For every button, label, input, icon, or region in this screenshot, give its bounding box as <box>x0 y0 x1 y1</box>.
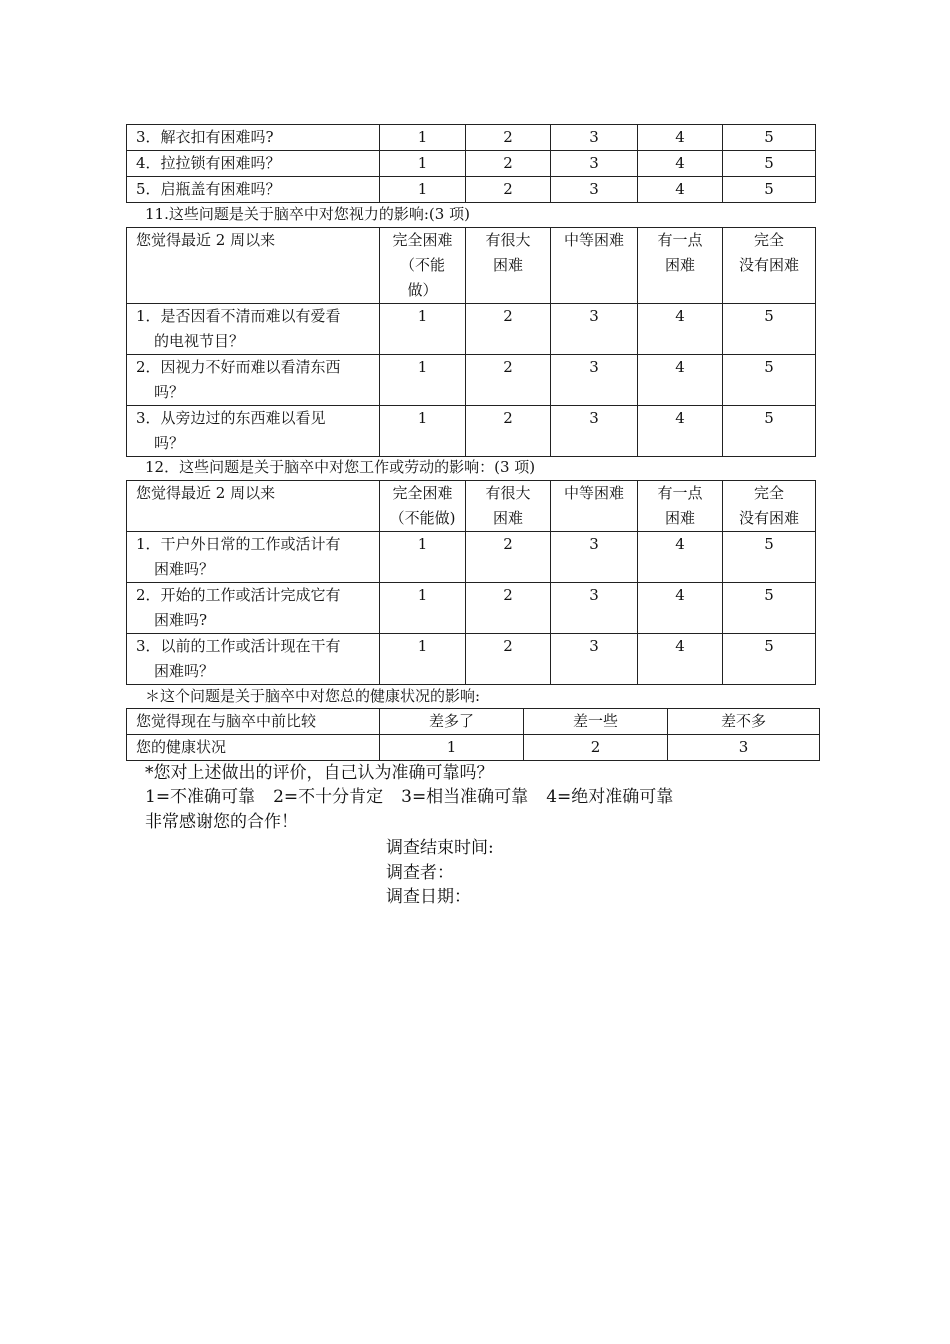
health-caption: ＊这个问题是关于脑卒中对您总的健康状况的影响: <box>145 687 481 705</box>
score-cell: 2 <box>466 177 551 203</box>
score-cell: 1 <box>380 125 466 151</box>
score-cell: 3 <box>551 304 638 355</box>
row-label: 1．干户外日常的工作或活计有 困难吗？ <box>127 532 380 583</box>
score-cell: 3 <box>551 355 638 406</box>
score-cell: 2 <box>466 125 551 151</box>
end-time-label: 调查结束时间: <box>386 838 494 858</box>
score-cell: 1 <box>380 177 466 203</box>
reliability-options <box>145 785 673 809</box>
score-cell: 1 <box>380 634 466 685</box>
score-cell: 5 <box>723 151 816 177</box>
survey-date-label: 调查日期： <box>386 887 471 907</box>
score-cell: 1 <box>380 355 466 406</box>
table-row <box>127 125 816 151</box>
score-cell: 2 <box>466 304 551 355</box>
score-cell: 2 <box>466 355 551 406</box>
row-label: 您的健康状况 <box>127 735 380 761</box>
row-label: 4．拉拉锁有困难吗？ <box>127 151 380 177</box>
row-label: 2．开始的工作或活计完成它有 困难吗? <box>127 583 380 634</box>
score-cell: 3 <box>551 532 638 583</box>
table-row <box>127 355 816 406</box>
score-cell: 4 <box>638 355 723 406</box>
column-header: 有很大 困难 <box>466 481 551 532</box>
score-cell: 4 <box>638 304 723 355</box>
table-row <box>127 532 816 583</box>
score-cell: 2 <box>466 532 551 583</box>
table-row <box>127 634 816 685</box>
score-cell: 3 <box>551 583 638 634</box>
score-cell: 5 <box>723 355 816 406</box>
score-cell: 2 <box>466 583 551 634</box>
column-header: 有一点 困难 <box>638 481 723 532</box>
table-header-row <box>127 228 816 304</box>
table-row <box>127 406 816 457</box>
score-cell: 4 <box>638 406 723 457</box>
score-cell: 2 <box>466 406 551 457</box>
score-cell: 4 <box>638 532 723 583</box>
option-1: 1=不准确可靠 <box>145 787 256 807</box>
section-11-caption: 11.这些问题是关于脑卒中对您视力的影响:(3 项) <box>145 205 470 223</box>
score-cell: 2 <box>524 735 668 761</box>
table-vision <box>126 227 816 457</box>
score-cell: 5 <box>723 177 816 203</box>
table-items-continued <box>126 124 816 203</box>
score-cell: 1 <box>380 583 466 634</box>
row-label: 5．启瓶盖有困难吗？ <box>127 177 380 203</box>
score-cell: 3 <box>551 177 638 203</box>
option-2: 2=不十分肯定 <box>273 787 384 807</box>
table-header-row <box>127 709 820 735</box>
table-row <box>127 583 816 634</box>
table-row <box>127 304 816 355</box>
row-label: 3．从旁边过的东西难以看见 吗？ <box>127 406 380 457</box>
row-label: 3．以前的工作或活计现在干有 困难吗？ <box>127 634 380 685</box>
column-header: 完全困难 （不能做) <box>380 481 466 532</box>
option-3: 3=相当准确可靠 <box>401 787 529 807</box>
surveyor-label: 调查者： <box>386 863 454 883</box>
column-header: 中等困难 <box>551 481 638 532</box>
score-cell: 4 <box>638 634 723 685</box>
score-cell: 3 <box>668 735 820 761</box>
reliability-question: *您对上述做出的评价，自己认为准确可靠吗？ <box>145 763 494 783</box>
score-cell: 3 <box>551 634 638 685</box>
score-cell: 4 <box>638 151 723 177</box>
score-cell: 5 <box>723 304 816 355</box>
score-cell: 5 <box>723 406 816 457</box>
score-cell: 4 <box>638 125 723 151</box>
score-cell: 5 <box>723 634 816 685</box>
score-cell: 5 <box>723 583 816 634</box>
option-4: 4=绝对准确可靠 <box>546 787 674 807</box>
table-header-row <box>127 481 816 532</box>
table-row <box>127 735 820 761</box>
score-cell: 4 <box>638 583 723 634</box>
score-cell: 2 <box>466 634 551 685</box>
row-label: 1．是否因看不清而难以有爱看 的电视节目？ <box>127 304 380 355</box>
column-header: 有一点 困难 <box>638 228 723 304</box>
column-header: 差一些 <box>524 709 668 735</box>
column-header: 差多了 <box>380 709 524 735</box>
header-label: 您觉得最近 2 周以来 <box>127 228 380 304</box>
score-cell: 1 <box>380 304 466 355</box>
score-cell: 4 <box>638 177 723 203</box>
column-header: 差不多 <box>668 709 820 735</box>
header-label: 您觉得现在与脑卒中前比较 <box>127 709 380 735</box>
score-cell: 5 <box>723 532 816 583</box>
column-header: 完全困难 （不能 做） <box>380 228 466 304</box>
score-cell: 2 <box>466 151 551 177</box>
column-header: 完全 没有困难 <box>723 481 816 532</box>
section-12-caption: 12．这些问题是关于脑卒中对您工作或劳动的影响：(3 项) <box>145 458 536 476</box>
score-cell: 1 <box>380 406 466 457</box>
column-header: 有很大 困难 <box>466 228 551 304</box>
column-header: 完全 没有困难 <box>723 228 816 304</box>
score-cell: 5 <box>723 125 816 151</box>
table-row <box>127 151 816 177</box>
column-header: 中等困难 <box>551 228 638 304</box>
score-cell: 3 <box>551 406 638 457</box>
score-cell: 3 <box>551 151 638 177</box>
table-work <box>126 480 816 685</box>
score-cell: 1 <box>380 532 466 583</box>
score-cell: 1 <box>380 151 466 177</box>
score-cell: 3 <box>551 125 638 151</box>
table-row <box>127 177 816 203</box>
score-cell: 1 <box>380 735 524 761</box>
table-health <box>126 708 820 761</box>
row-label: 2．因视力不好而难以看清东西 吗？ <box>127 355 380 406</box>
thanks-text: 非常感谢您的合作！ <box>145 812 298 832</box>
row-label: 3．解衣扣有困难吗? <box>127 125 380 151</box>
header-label: 您觉得最近 2 周以来 <box>127 481 380 532</box>
